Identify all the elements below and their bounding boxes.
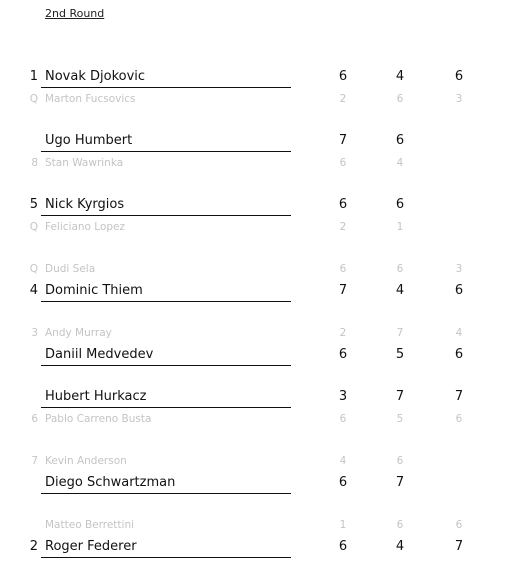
set-score: 6 [338,475,348,490]
round-title-link[interactable]: 2nd Round [45,7,105,20]
player-seed: 4 [29,283,38,298]
winner-underline [41,151,291,152]
set-score: 6 [454,283,464,298]
loser-row[interactable] [0,451,522,471]
set-score: 6 [339,413,347,425]
winner-underline [41,365,291,366]
match [0,387,522,427]
loser-row[interactable] [0,515,522,535]
match [0,515,522,555]
set-score: 2 [339,93,347,105]
player-name[interactable]: Nick Kyrgios [45,197,125,212]
winner-row[interactable] [0,345,522,365]
set-score: 5 [395,347,405,362]
set-score: 3 [338,389,348,404]
set-score: 6 [455,413,463,425]
set-score: 4 [395,283,405,298]
player-seed: Q [29,93,38,105]
set-score: 3 [455,263,463,275]
player-name[interactable]: Marton Fucsovics [45,93,136,105]
set-score: 4 [339,455,347,467]
set-score: 6 [396,93,404,105]
winner-row[interactable] [0,281,522,301]
set-score: 6 [339,157,347,169]
match [0,259,522,299]
loser-row[interactable] [0,217,522,237]
loser-row[interactable] [0,409,522,429]
player-name[interactable]: Kevin Anderson [45,455,127,467]
player-seed: Q [29,221,38,233]
set-score: 6 [338,347,348,362]
player-seed: 8 [31,157,38,169]
loser-row[interactable] [0,153,522,173]
player-seed: 6 [31,413,38,425]
player-name[interactable]: Novak Djokovic [45,69,146,84]
set-score: 5 [396,413,404,425]
player-seed: 5 [29,197,38,212]
set-score: 7 [396,327,404,339]
winner-row[interactable] [0,473,522,493]
player-name[interactable]: Pablo Carreno Busta [45,413,152,425]
set-score: 7 [395,389,405,404]
player-name[interactable]: Dominic Thiem [45,283,143,298]
match [0,131,522,171]
winner-underline [41,407,291,408]
set-score: 6 [396,455,404,467]
loser-row[interactable] [0,89,522,109]
player-name[interactable]: Andy Murray [45,327,112,339]
player-name[interactable]: Feliciano Lopez [45,221,126,233]
set-score: 1 [396,221,404,233]
set-score: 6 [454,69,464,84]
player-name[interactable]: Ugo Humbert [45,133,133,148]
match [0,67,522,107]
player-name[interactable]: Daniil Medvedev [45,347,154,362]
set-score: 1 [339,519,347,531]
player-name[interactable]: Roger Federer [45,539,137,554]
winner-row[interactable] [0,67,522,87]
set-score: 2 [339,221,347,233]
loser-row[interactable] [0,323,522,343]
set-score: 2 [339,327,347,339]
player-name[interactable]: Diego Schwartzman [45,475,176,490]
match [0,451,522,491]
player-name[interactable]: Stan Wawrinka [45,157,124,169]
set-score: 7 [454,389,464,404]
player-seed: Q [29,263,38,275]
match [0,323,522,363]
set-score: 6 [455,519,463,531]
player-seed: 3 [31,327,38,339]
set-score: 4 [455,327,463,339]
winner-underline [41,301,291,302]
winner-underline [41,87,291,88]
set-score: 6 [338,69,348,84]
player-name[interactable]: Dudi Sela [45,263,96,275]
set-score: 6 [339,263,347,275]
set-score: 7 [454,539,464,554]
set-score: 3 [455,93,463,105]
set-score: 6 [395,133,405,148]
winner-row[interactable] [0,537,522,557]
player-name[interactable]: Hubert Hurkacz [45,389,147,404]
set-score: 7 [338,133,348,148]
set-score: 4 [395,69,405,84]
set-score: 6 [396,263,404,275]
match [0,195,522,235]
player-seed: 2 [29,539,38,554]
set-score: 6 [395,197,405,212]
player-name[interactable]: Matteo Berrettini [45,519,135,531]
winner-underline [41,557,291,558]
set-score: 7 [395,475,405,490]
player-seed: 7 [31,455,38,467]
winner-underline [41,215,291,216]
winner-row[interactable] [0,387,522,407]
set-score: 7 [338,283,348,298]
winner-row[interactable] [0,131,522,151]
set-score: 6 [338,197,348,212]
set-score: 6 [338,539,348,554]
set-score: 6 [396,519,404,531]
winner-underline [41,493,291,494]
player-seed: 1 [29,69,38,84]
set-score: 4 [396,157,404,169]
set-score: 4 [395,539,405,554]
winner-row[interactable] [0,195,522,215]
set-score: 6 [454,347,464,362]
loser-row[interactable] [0,259,522,279]
